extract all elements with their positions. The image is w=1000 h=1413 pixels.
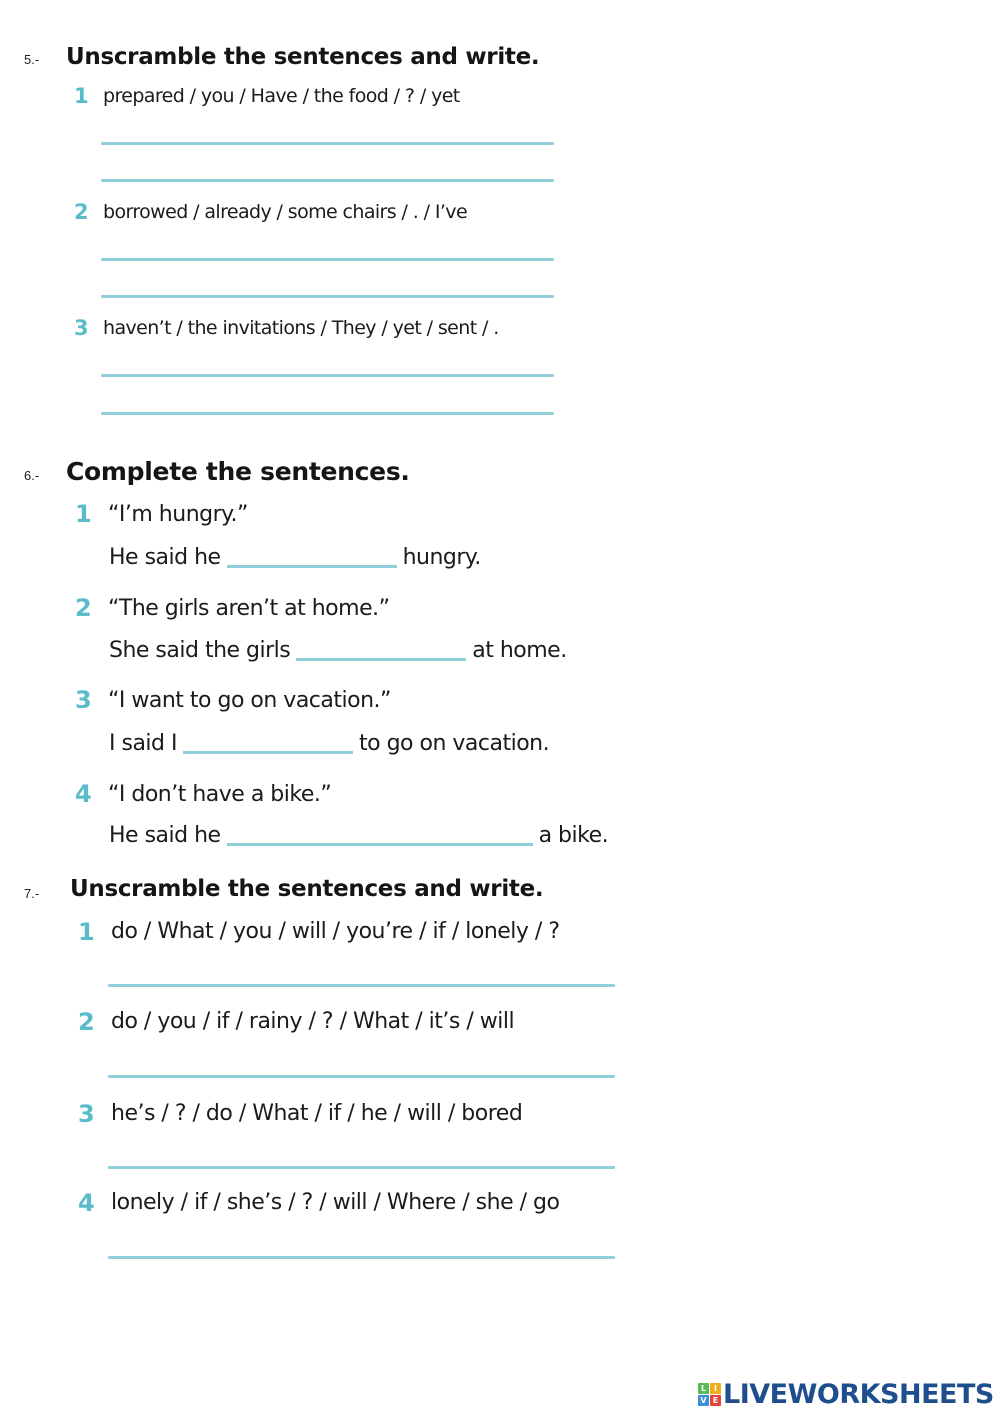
item-number: 2 [75,594,92,622]
item-number: 4 [78,1189,95,1217]
quote-sentence: “I want to go on vacation.” [108,688,391,713]
logo-block-i: I [710,1383,721,1394]
quote-sentence: “I’m hungry.” [108,502,248,527]
scrambled-sentence: do / What / you / will / you’re / if / lonely / ? [111,919,560,944]
answer-line[interactable] [108,984,615,987]
liveworksheets-logo[interactable] [698,1379,994,1410]
sentence-start: He said he [109,545,221,570]
exercise-6-number: 6.- [24,468,40,483]
answer-blank[interactable] [227,565,397,568]
reported-sentence [109,731,549,756]
item-number: 3 [75,686,92,714]
scrambled-sentence: lonely / if / she’s / ? / will / Where / she / go [111,1190,560,1215]
reported-sentence [109,545,481,570]
item-number: 3 [74,316,89,340]
logo-block-v: V [698,1395,709,1406]
answer-line[interactable] [108,1256,615,1259]
answer-line[interactable] [101,412,554,415]
scrambled-sentence: haven’t / the invitations / They / yet / sent / . [103,317,499,339]
logo-block-l: L [698,1383,709,1394]
item-number: 4 [75,780,92,808]
item-number: 1 [75,500,92,528]
exercise-6-heading: Complete the sentences. [66,457,410,486]
exercise-5-heading: Unscramble the sentences and write. [66,44,540,70]
quote-sentence: “The girls aren’t at home.” [108,596,390,621]
answer-line[interactable] [101,295,554,298]
sentence-end: hungry. [402,545,481,570]
sentence-end: at home. [472,638,567,663]
answer-blank[interactable] [183,751,353,754]
reported-sentence [109,823,608,848]
scrambled-sentence: do / you / if / rainy / ? / What / it’s / will [111,1009,515,1034]
sentence-start: She said the girls [109,638,291,663]
answer-line[interactable] [108,1166,615,1169]
answer-line[interactable] [101,142,554,145]
scrambled-sentence: he’s / ? / do / What / if / he / will / bored [111,1101,523,1126]
quote-sentence: “I don’t have a bike.” [108,782,332,807]
answer-line[interactable] [101,258,554,261]
answer-blank[interactable] [296,658,466,661]
sentence-start: He said he [109,823,221,848]
logo-text: LIVEWORKSHEETS [723,1379,994,1410]
answer-blank[interactable] [227,843,533,846]
item-number: 2 [78,1008,95,1036]
sentence-start: I said I [109,731,177,756]
exercise-5-number: 5.- [24,52,40,67]
live-blocks-icon [698,1383,721,1406]
item-number: 1 [78,918,95,946]
answer-line[interactable] [101,179,554,182]
reported-sentence [109,638,567,663]
answer-line[interactable] [101,374,554,377]
answer-line[interactable] [108,1075,615,1078]
sentence-end: to go on vacation. [358,731,550,756]
exercise-7-heading: Unscramble the sentences and write. [70,876,544,902]
logo-block-e: E [710,1395,721,1406]
item-number: 3 [78,1100,95,1128]
exercise-7-number: 7.- [24,886,40,901]
item-number: 2 [74,200,89,224]
item-number: 1 [74,84,89,108]
scrambled-sentence: prepared / you / Have / the food / ? / yet [103,85,460,107]
scrambled-sentence: borrowed / already / some chairs / . / I’ve [103,201,468,223]
sentence-end: a bike. [538,823,609,848]
